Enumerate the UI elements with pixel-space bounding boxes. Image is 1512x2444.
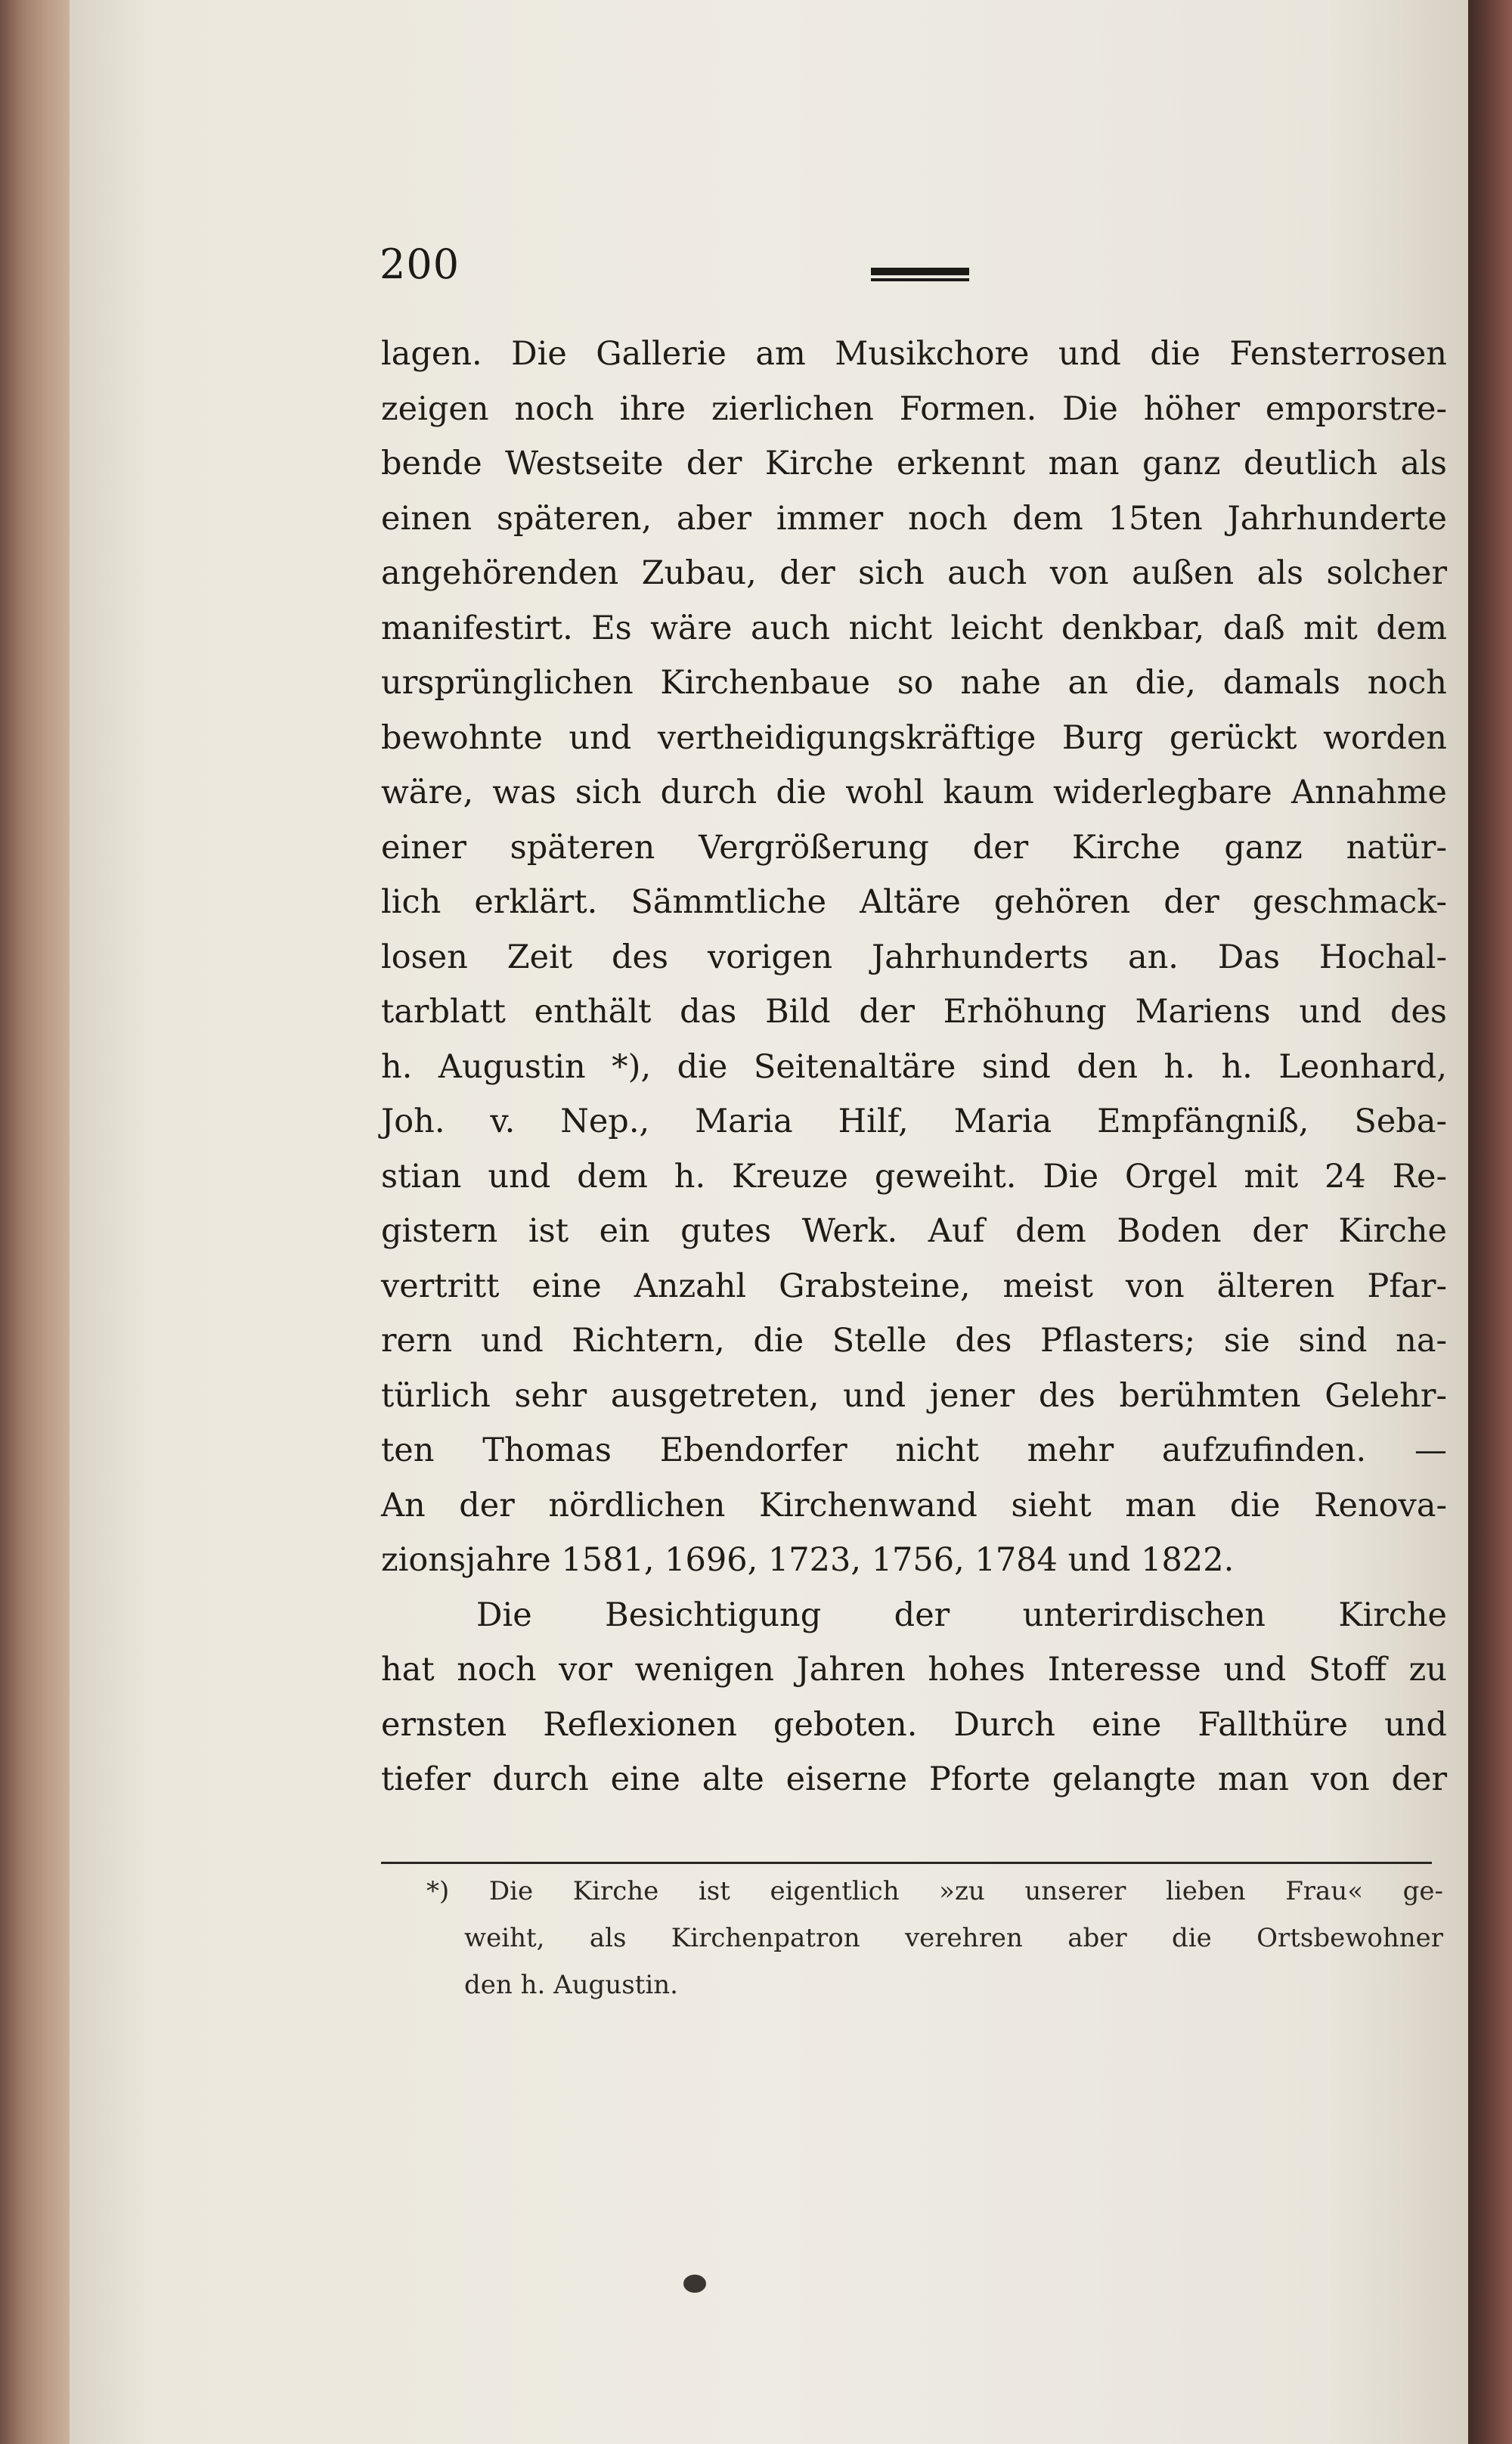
text-line: manifestirt. Es wäre auch nicht leicht denkbar, daß mit dem (381, 609, 1447, 647)
header-rule (871, 268, 969, 275)
text-line: Joh. v. Nep., Maria Hilf, Maria Empfängniß, Seba- (381, 1103, 1447, 1140)
book-cover-edge (1467, 0, 1512, 2444)
page-header (380, 240, 1423, 293)
page-paper (70, 0, 1468, 2444)
ink-speck (683, 2275, 706, 2293)
footnote-divider (381, 1862, 1432, 1864)
text-line: einer späteren Vergrößerung der Kirche ganz natür- (381, 828, 1447, 867)
text-line: lagen. Die Gallerie am Musikchore und die Fensterrosen (381, 335, 1447, 373)
text-line: wäre, was sich durch die wohl kaum widerlegbare Annahme (381, 774, 1447, 811)
text-line: hat noch vor wenigen Jahren hohes Interesse und Stoff zu (381, 1651, 1447, 1689)
text-line: losen Zeit des vorigen Jahrhunderts an. Das Hochal- (381, 938, 1447, 976)
text-line: türlich sehr ausgetreten, und jener des berühmten Gelehr- (381, 1376, 1447, 1415)
text-line: stian und dem h. Kreuze geweiht. Die Orgel mit 24 Re- (381, 1157, 1447, 1196)
page-number: 200 (380, 240, 460, 288)
body-text (381, 327, 1447, 1807)
text-line: einen späteren, aber immer noch dem 15ten Jahrhunderte (381, 499, 1447, 538)
text-line: vertritt eine Anzahl Grabsteine, meist von älteren Pfar- (381, 1267, 1447, 1305)
text-line: bende Westseite der Kirche erkennt man ganz deutlich als (381, 445, 1447, 482)
text-line: Die Besichtigung der unterirdischen Kirche (476, 1596, 1447, 1634)
footnote-line: den h. Augustin. (464, 1970, 678, 2000)
text-line: tiefer durch eine alte eiserne Pforte gelangte man von der (381, 1760, 1447, 1798)
text-line: lich erklärt. Sämmtliche Altäre gehören der geschmack- (381, 883, 1447, 921)
text-line: bewohnte und vertheidigungskräftige Burg gerückt worden (381, 718, 1447, 757)
text-line: zionsjahre 1581, 1696, 1723, 1756, 1784 und 1822. (381, 1541, 1235, 1579)
text-line: tarblatt enthält das Bild der Erhöhung Mariens und des (381, 993, 1447, 1031)
text-line: ernsten Reflexionen geboten. Durch eine Fallthüre und (381, 1705, 1447, 1744)
text-line: h. Augustin *), die Seitenaltäre sind den h. h. Leonhard, (381, 1047, 1447, 1086)
footnote-line: *) Die Kirche ist eigentlich »zu unserer lieben Frau« ge- (426, 1876, 1443, 1906)
book-spine-edge (0, 0, 76, 2444)
text-line: An der nördlichen Kirchenwand sieht man die Renova- (381, 1486, 1447, 1524)
text-line: ursprünglichen Kirchenbaue so nahe an die, damals noch (381, 664, 1447, 702)
text-line: zeigen noch ihre zierlichen Formen. Die höher emporstre- (381, 389, 1447, 428)
text-line: angehörenden Zubau, der sich auch von außen als solcher (381, 554, 1447, 592)
text-line: ten Thomas Ebendorfer nicht mehr aufzufinden. — (381, 1431, 1447, 1469)
text-line: rern und Richtern, die Stelle des Pflasters; sie sind na- (381, 1322, 1447, 1360)
footnote (381, 1868, 1443, 2008)
footnote-line: weiht, als Kirchenpatron verehren aber die Ortsbewohner (464, 1923, 1443, 1953)
text-line: gistern ist ein gutes Werk. Auf dem Boden der Kirche (381, 1212, 1447, 1250)
